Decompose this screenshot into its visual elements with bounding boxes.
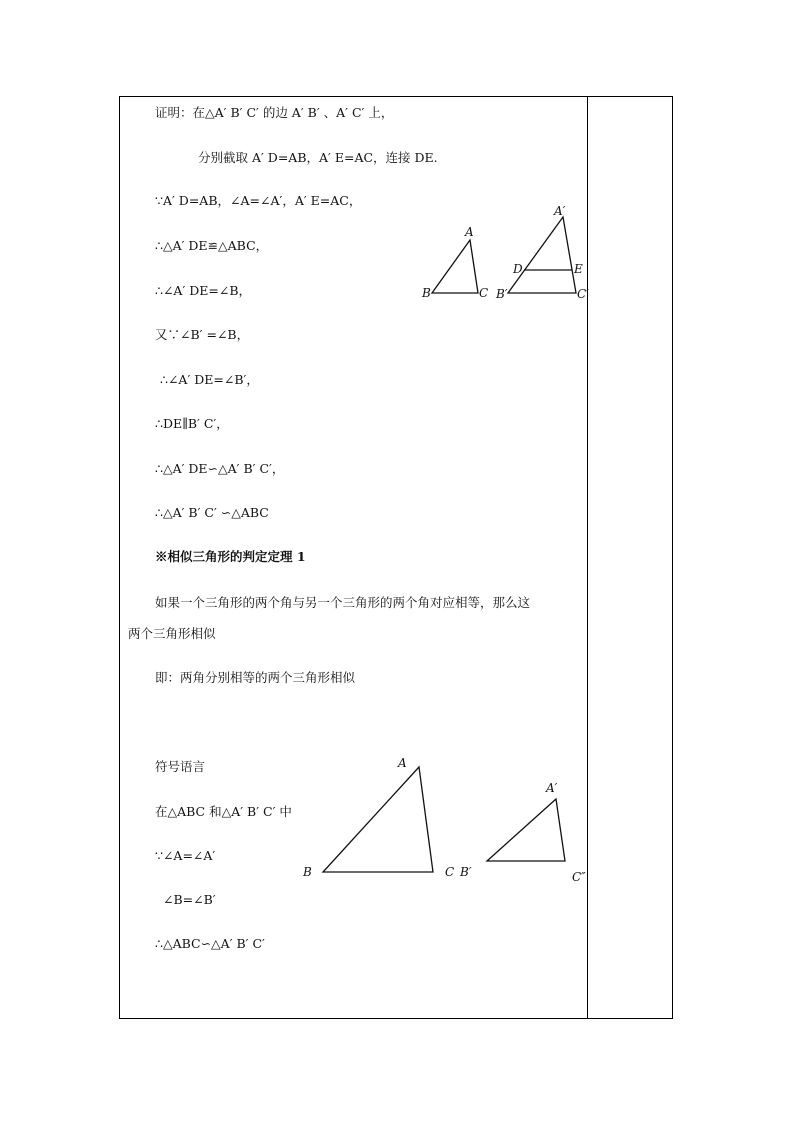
triangle-apbpcpp xyxy=(487,799,565,861)
symbolic-title: 符号语言 xyxy=(155,759,206,774)
symbolic-line-3: ∠B=∠B′ xyxy=(163,892,216,907)
fig2-label-e: E xyxy=(574,262,583,276)
theorem-title: ※相似三角形的判定定理 1 xyxy=(155,549,306,564)
proof-line-7: ∴∠A′ DE=∠B′， xyxy=(160,372,259,387)
theorem-short-form: 即：两角分别相等的两个三角形相似 xyxy=(155,670,356,685)
proof-line-4: ∴△A′ DE≌△ABC， xyxy=(155,238,269,253)
theorem-body-line-1: 如果一个三角形的两个角与另一个三角形的两个角对应相等，那么这 xyxy=(155,595,531,610)
symbolic-line-2: ∵∠A=∠A′ xyxy=(155,848,216,863)
proof-line-1: 证明：在△A′ B′ C′ 的边 A′ B′ 、A′ C′ 上， xyxy=(155,105,394,120)
fig3-label-c: C xyxy=(445,865,455,879)
fig3-label-a: A xyxy=(398,756,407,770)
fig2-label-a: A′ xyxy=(554,204,566,218)
proof-line-2: 分别截取 A′ D=AB，A′ E=AC，连接 DE. xyxy=(198,150,438,165)
fig4-label-a: A′ xyxy=(546,781,558,795)
theorem-body-line-2: 两个三角形相似 xyxy=(128,626,216,641)
fig2-label-d: D xyxy=(513,262,523,276)
fig1-label-b: B xyxy=(422,286,431,300)
symbolic-line-1: 在△ABC 和△A′ B′ C′ 中 xyxy=(155,804,292,819)
proof-line-3: ∵A′ D=AB，∠A=∠A′，A′ E=AC， xyxy=(155,193,362,208)
fig1-label-c: C xyxy=(479,286,489,300)
fig1-label-a: A xyxy=(465,225,474,239)
proof-line-9: ∴△A′ DE∽△A′ B′ C′， xyxy=(155,461,285,476)
symbolic-line-4: ∴△ABC∽△A′ B′ C′ xyxy=(155,936,265,951)
proof-line-6: 又∵∠B′ =∠B， xyxy=(155,327,250,342)
fig4-label-c: C″ xyxy=(572,870,586,884)
proof-line-5: ∴∠A′ DE=∠B， xyxy=(155,283,252,298)
fig2-label-b: B′ xyxy=(496,287,508,301)
proof-line-10: ∴△A′ B′ C′ ∽△ABC xyxy=(155,505,269,520)
fig2-label-c: C′ xyxy=(577,287,589,301)
fig4-label-b: B′ xyxy=(460,865,472,879)
proof-line-8: ∴DE∥B′ C′， xyxy=(155,416,229,431)
fig3-label-b: B xyxy=(303,865,312,879)
